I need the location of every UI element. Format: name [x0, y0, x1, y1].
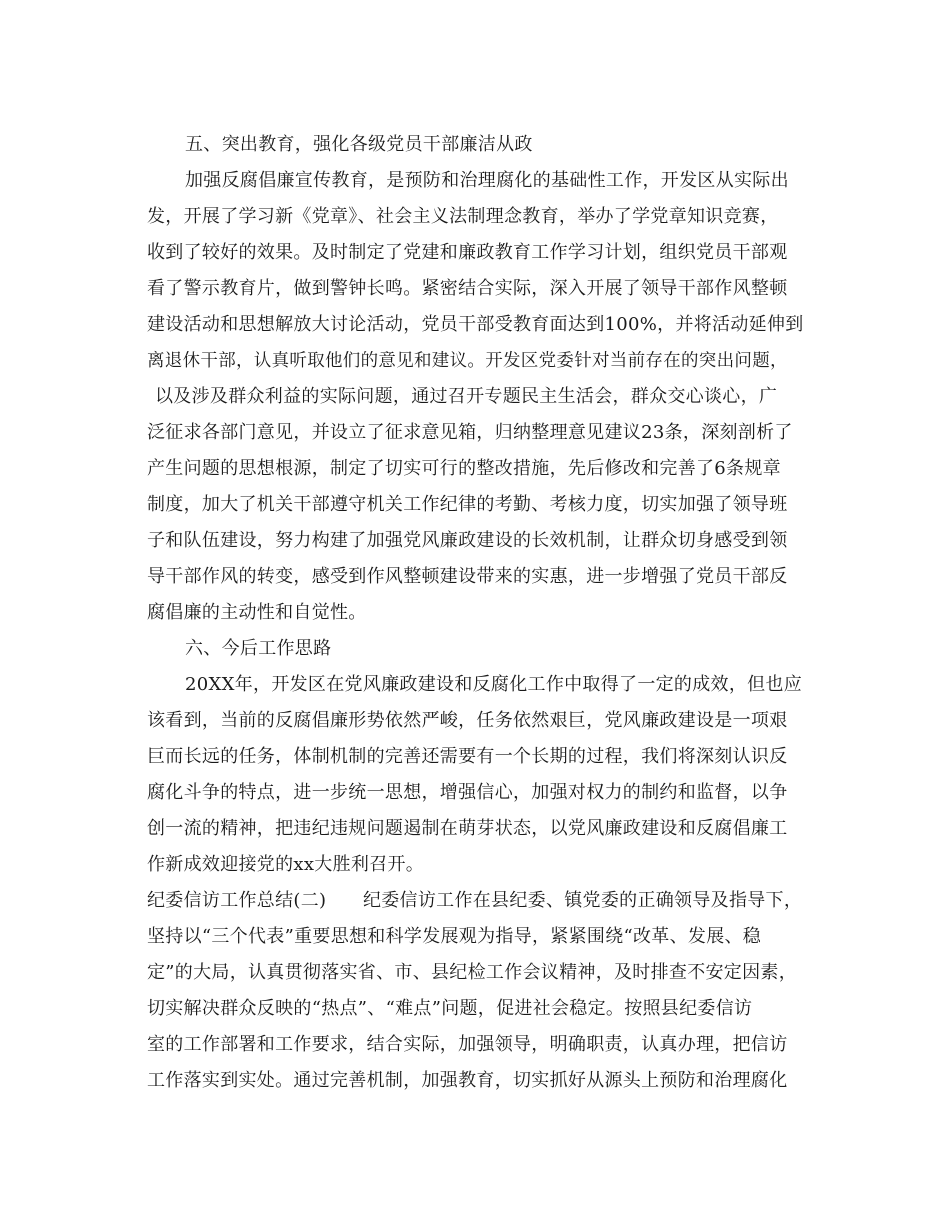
paragraph-line: 20XX年，开发区在党风廉政建设和反腐化工作中取得了一定的成效，但也应 [185, 674, 803, 695]
paragraph-line: 工作落实到实处。通过完善机制，加强教育，切实抓好从源头上预防和治理腐化 [147, 1070, 788, 1091]
paragraph-line: 该看到，当前的反腐倡廉形势依然严峻，任务依然艰巨，党风廉政建设是一项艰 [147, 710, 788, 731]
paragraph-line: 腐化斗争的特点，进一步统一思想，增强信心，加强对权力的制约和监督，以争 [147, 782, 788, 803]
paragraph-line: 发，开展了学习新《党章》、社会主义法制理念教育，举办了学党章知识竞赛， [147, 206, 779, 227]
paragraph-line: 建设活动和思想解放大讨论活动，党员干部受教育面达到100%，并将活动延伸到 [147, 314, 804, 335]
paragraph-line: 创一流的精神，把违纪违规问题遏制在萌芽状态，以党风廉政建设和反腐倡廉工 [147, 818, 788, 839]
paragraph-line: 加强反腐倡廉宣传教育，是预防和治理腐化的基础性工作，开发区从实际出 [185, 170, 789, 191]
paragraph-line: 巨而长远的任务，体制机制的完善还需要有一个长期的过程，我们将深刻认识反 [147, 746, 788, 767]
paragraph-line: 作新成效迎接党的xx大胜利召开。 [147, 854, 425, 875]
paragraph-line: 以及涉及群众利益的实际问题，通过召开专题民主生活会，群众交心谈心，广 [155, 386, 778, 407]
paragraph-line: 室的工作部署和工作要求，结合实际，加强领导，明确职责，认真办理，把信访 [147, 1034, 788, 1055]
paragraph-line: 子和队伍建设，努力构建了加强党风廉政建设的长效机制，让群众切身感受到领 [147, 530, 788, 551]
paragraph-line: 产生问题的思想根源，制定了切实可行的整改措施，先后修改和完善了6条规章 [147, 458, 781, 479]
paragraph-line: 制度，加大了机关干部遵守机关工作纪律的考勤、考核力度，切实加强了领导班 [147, 494, 788, 515]
paragraph-line: 切实解决群众反映的“热点”、“难点”问题，促进社会稳定。按照县纪委信访 [147, 998, 753, 1019]
section-heading: 六、今后工作思路 [185, 638, 332, 659]
paragraph-line: 定”的大局，认真贯彻落实省、市、县纪检工作会议精神，及时排查不安定因素， [147, 962, 797, 983]
paragraph-line: 看了警示教育片，做到警钟长鸣。紧密结合实际，深入开展了领导干部作风整顿 [147, 278, 788, 299]
paragraph-line: 纪委信访工作总结(二) 纪委信访工作在县纪委、镇党委的正确领导及指导下， [147, 890, 803, 911]
paragraph-line: 离退休干部，认真听取他们的意见和建议。开发区党委针对当前存在的突出问题， [147, 351, 788, 371]
paragraph-line: 泛征求各部门意见，并设立了征求意见箱，归纳整理意见建议23条，深刻剖析了 [147, 422, 793, 443]
section-heading: 五、突出教育，强化各级党员干部廉洁从政 [185, 134, 533, 155]
paragraph-line: 收到了较好的效果。及时制定了党建和廉政教育工作学习计划，组织党员干部观 [147, 242, 788, 263]
paragraph-line: 导干部作风的转变，感受到作风整顿建设带来的实惠，进一步增强了党员干部反 [147, 566, 788, 587]
paragraph-line: 腐倡廉的主动性和自觉性。 [147, 602, 367, 623]
paragraph-line: 坚持以“三个代表”重要思想和科学发展观为指导，紧紧围绕“改革、发展、稳 [147, 926, 762, 947]
